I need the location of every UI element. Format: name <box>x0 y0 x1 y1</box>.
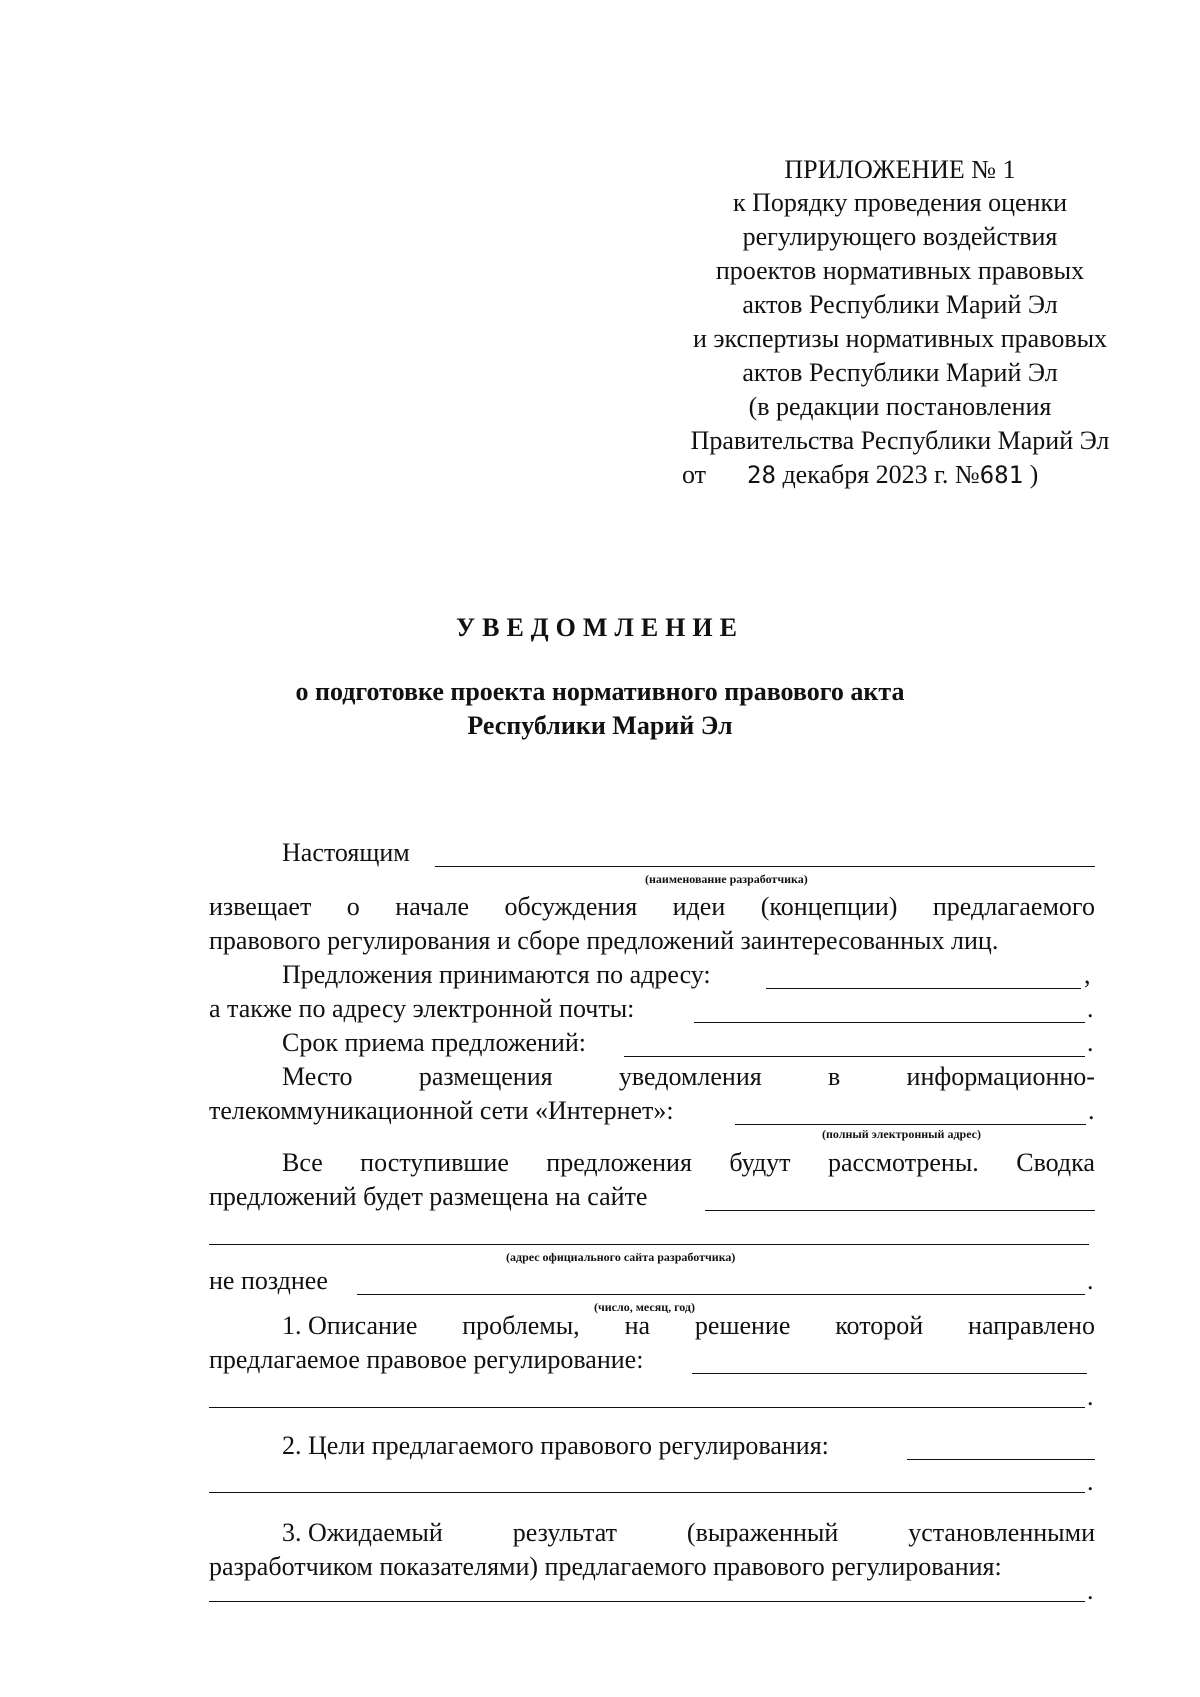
word: проблемы, <box>462 1311 580 1340</box>
item2-field-continued[interactable] <box>209 1492 1085 1493</box>
word: Место <box>282 1062 353 1091</box>
word: результат <box>512 1518 617 1547</box>
developer-name-field[interactable] <box>435 866 1095 867</box>
summary-site-field-continued[interactable] <box>209 1244 1089 1245</box>
word: направлено <box>968 1311 1095 1340</box>
place-line <box>282 1062 1095 1092</box>
word: уведомления <box>618 1062 762 1091</box>
deadline-label: Срок приема предложений: <box>282 1028 586 1057</box>
developer-caption: (наименование разработчика) <box>645 872 808 886</box>
appendix-line: к Порядку проведения оценки <box>732 188 1068 217</box>
appendix-line: Правительства Республики Марий Эл <box>690 426 1110 455</box>
deadline-period: . <box>1087 1028 1094 1057</box>
word: начале <box>395 892 470 921</box>
summary-site-field[interactable] <box>705 1210 1095 1211</box>
word: Все <box>282 1148 323 1177</box>
telecom-label: телекоммуникационной сети «Интернет»: <box>209 1096 674 1125</box>
no-later-label: не позднее <box>209 1266 328 1295</box>
word: будут <box>729 1148 791 1177</box>
email-field[interactable] <box>694 1022 1085 1023</box>
word: на <box>624 1311 651 1340</box>
address-field[interactable] <box>766 988 1081 989</box>
item3-line <box>282 1518 1095 1548</box>
notice-subtitle-line2: Республики Марий Эл <box>467 711 733 740</box>
date-number: 681 <box>979 461 1024 489</box>
izveshchaet-line <box>209 892 1095 922</box>
site-caption: (адрес официального сайта разработчика) <box>506 1250 736 1264</box>
item2-field[interactable] <box>907 1459 1095 1460</box>
address-label: Предложения принимаются по адресу: <box>282 960 711 989</box>
item3-field[interactable] <box>209 1601 1085 1602</box>
appendix-line: регулирующего воздействия <box>742 222 1058 251</box>
word: установленными <box>908 1518 1095 1547</box>
address-comma: , <box>1084 960 1091 989</box>
word: которой <box>835 1311 924 1340</box>
appendix-line: проектов нормативных правовых <box>715 256 1085 285</box>
email-period: . <box>1087 994 1094 1023</box>
word: предложения <box>546 1148 692 1177</box>
item1-field[interactable] <box>692 1373 1087 1374</box>
word: поступившие <box>360 1148 509 1177</box>
notice-subtitle-line1: о подготовке проекта нормативного правового акта <box>295 677 905 706</box>
item2-period: . <box>1087 1467 1094 1496</box>
date-prefix: от <box>682 460 707 489</box>
date-caption: (число, месяц, год) <box>594 1300 695 1314</box>
word: извещает <box>209 892 312 921</box>
word: 3. Ожидаемый <box>282 1518 443 1547</box>
appendix-line: (в редакции постановления <box>748 392 1052 421</box>
item1-field-continued[interactable] <box>209 1407 1085 1408</box>
email-label: а также по адресу электронной почты: <box>209 994 635 1023</box>
word: решение <box>694 1311 791 1340</box>
date-period: . <box>1087 1266 1094 1295</box>
item1-period: . <box>1087 1382 1094 1411</box>
word: обсуждения <box>504 892 638 921</box>
word: предлагаемого <box>932 892 1095 921</box>
all-proposals-line <box>282 1148 1095 1178</box>
item3-period: . <box>1087 1576 1094 1605</box>
word: о <box>346 892 360 921</box>
appendix-date-line <box>682 460 1038 490</box>
full-address-caption: (полный электронный адрес) <box>822 1127 981 1141</box>
date-close: ) <box>1029 460 1039 489</box>
item3-line2: разработчиком показателями) предлагаемого правового регулирования: <box>209 1552 1002 1581</box>
izveshchaet-line2: правового регулирования и сборе предложений заинтересованных лиц. <box>209 926 999 955</box>
internet-address-field[interactable] <box>735 1124 1086 1125</box>
word: рассмотрены. <box>827 1148 979 1177</box>
item1-line2: предлагаемое правовое регулирование: <box>209 1345 644 1374</box>
word: в <box>827 1062 841 1091</box>
word: (выраженный <box>686 1518 839 1547</box>
telecom-period: . <box>1088 1096 1095 1125</box>
word: 1. Описание <box>282 1311 418 1340</box>
appendix-line: актов Республики Марий Эл <box>742 358 1058 387</box>
item2-label: 2. Цели предлагаемого правового регулирования: <box>282 1431 829 1460</box>
notice-title: УВЕДОМЛЕНИЕ <box>456 613 744 642</box>
item1-line <box>282 1311 1095 1341</box>
date-rest: декабря 2023 г. № <box>782 460 980 489</box>
word: размещения <box>418 1062 553 1091</box>
word: информационно- <box>906 1062 1095 1091</box>
appendix-line: и экспертизы нормативных правовых <box>692 324 1108 353</box>
date-day: 28 <box>747 461 776 489</box>
appendix-line: ПРИЛОЖЕНИЕ № 1 <box>784 155 1016 184</box>
word: Сводка <box>1016 1148 1095 1177</box>
nastoyashchim-label: Настоящим <box>282 838 410 867</box>
date-field[interactable] <box>357 1294 1085 1295</box>
word: идеи <box>672 892 726 921</box>
appendix-line: актов Республики Марий Эл <box>742 290 1058 319</box>
word: (концепции) <box>760 892 898 921</box>
deadline-field[interactable] <box>624 1056 1085 1057</box>
summary-label: предложений будет размещена на сайте <box>209 1182 648 1211</box>
